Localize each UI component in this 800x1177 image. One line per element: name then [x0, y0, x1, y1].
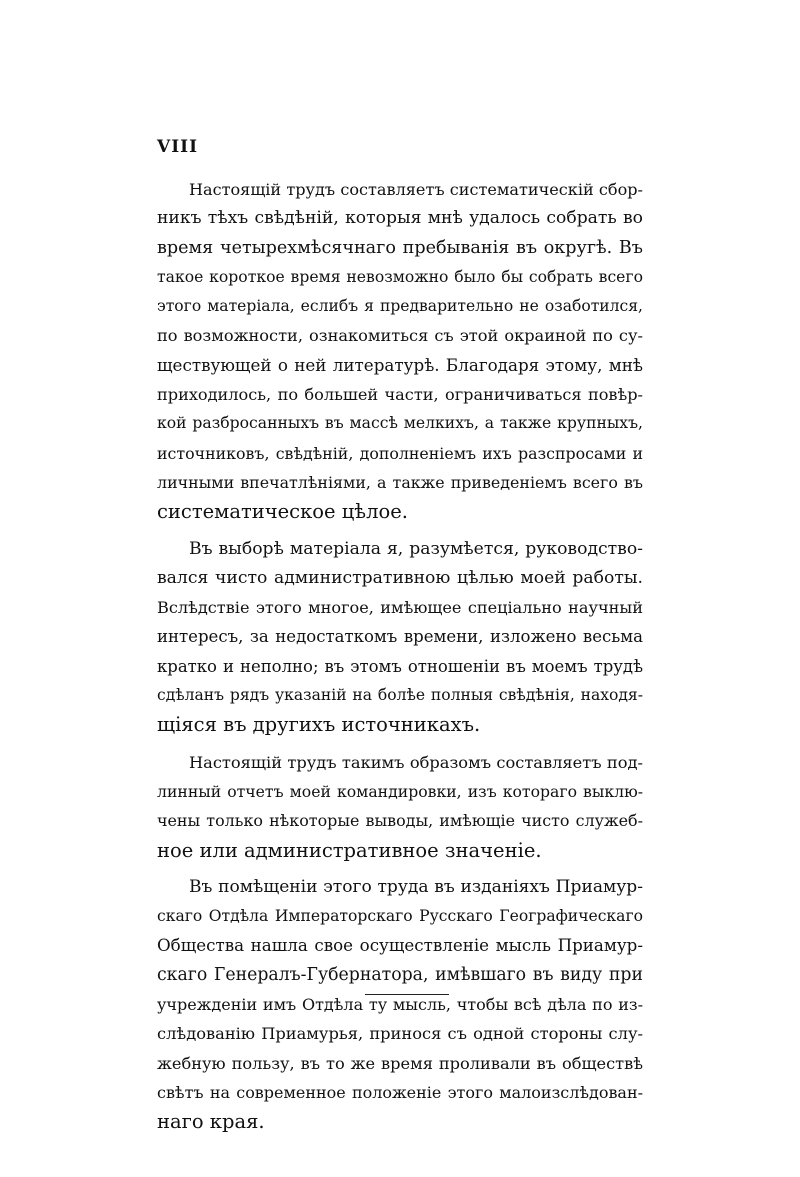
text-line: вался чисто административною цѣлью моей работы. [157, 567, 643, 588]
text-line: никъ тѣхъ свѣдѣній, которыя мнѣ удалось собрать во [157, 208, 643, 229]
text-line: кратко и неполно; въ этомъ отношеніи въ моемъ трудѣ [157, 656, 643, 676]
text-line: чены только нѣкоторые выводы, имѣющіе чисто служеб- [157, 811, 643, 831]
page-number: VIII [157, 137, 199, 157]
text-line: личными впечатлѣніями, а также приведеніемъ всего въ [157, 472, 643, 492]
text-line: Настоящій трудъ такимъ образомъ составляетъ под- [189, 752, 643, 772]
text-line: время четырехмѣсячнаго пребыванія въ округѣ. Въ [157, 237, 643, 258]
text-line: слѣдованію Приамурья, принося съ одной стороны слу- [157, 1024, 643, 1044]
paragraph [157, 748, 643, 865]
text-line: Въ помѣщеніи этого труда въ изданіяхъ Приамур- [189, 876, 643, 897]
text-line: линный отчетъ моей командировки, изъ котораго выклю- [157, 781, 643, 801]
text-line: Настоящій трудъ составляетъ систематическій сбор- [189, 180, 643, 199]
text-line: Вслѣдствіе этого многое, имѣющее спеціально научный [157, 598, 643, 618]
text-line: систематическое цѣлое. [157, 500, 408, 524]
text-line: скаго Генералъ-Губернатора, имѣвшаго въ виду при [157, 964, 643, 985]
text-line: ное или административное значеніе. [157, 838, 542, 862]
paragraph [157, 175, 643, 527]
text-line: свѣтъ на современное положеніе этого малоизслѣдован- [157, 1082, 643, 1102]
text-line: жебную пользу, въ то же время проливали въ обществѣ [157, 1053, 643, 1073]
closing-rule [365, 994, 449, 995]
text-line: интересъ, за недостаткомъ времени, изложено весьма [157, 627, 643, 647]
text-line: учрежденіи имъ Отдѣла ту мысль, чтобы всѣ дѣла по из- [157, 995, 643, 1015]
text-line: наго края. [157, 1110, 265, 1134]
paragraph-gap [157, 527, 643, 535]
text-line: приходилось, по большей части, ограничиваться повѣр- [157, 385, 643, 405]
text-line: этого матеріала, еслибъ я предварительно не озаботился, [157, 297, 643, 316]
paragraph-gap [157, 740, 643, 748]
text-line: кой разбросанныхъ въ массѣ мелкихъ, а также крупныхъ, [157, 414, 643, 433]
text-line: по возможности, ознакомиться съ этой окраиной по су- [157, 326, 643, 346]
text-line: сдѣланъ рядъ указаній на болѣе полныя свѣдѣнія, находя- [157, 686, 643, 705]
text-line: скаго Отдѣла Императорскаго Русскаго Географическаго [157, 907, 643, 926]
paragraph-gap [157, 865, 643, 873]
text-line: источниковъ, свѣдѣній, дополненіемъ ихъ разспросами и [157, 443, 643, 463]
paragraph [157, 873, 643, 1137]
text-line: ществующей о ней литературѣ. Благодаря этому, мнѣ [157, 354, 643, 375]
text-line: Общества нашла свое осуществленіе мысль Приамур- [157, 935, 643, 956]
text-line: такое короткое время невозможно было бы собрать всего [157, 267, 643, 286]
text-line: щіяся въ другихъ источникахъ. [157, 713, 481, 737]
text-line: Въ выборѣ матеріала я, разумѣется, руководство- [189, 538, 643, 559]
body-text [157, 175, 643, 1137]
paragraph [157, 535, 643, 740]
